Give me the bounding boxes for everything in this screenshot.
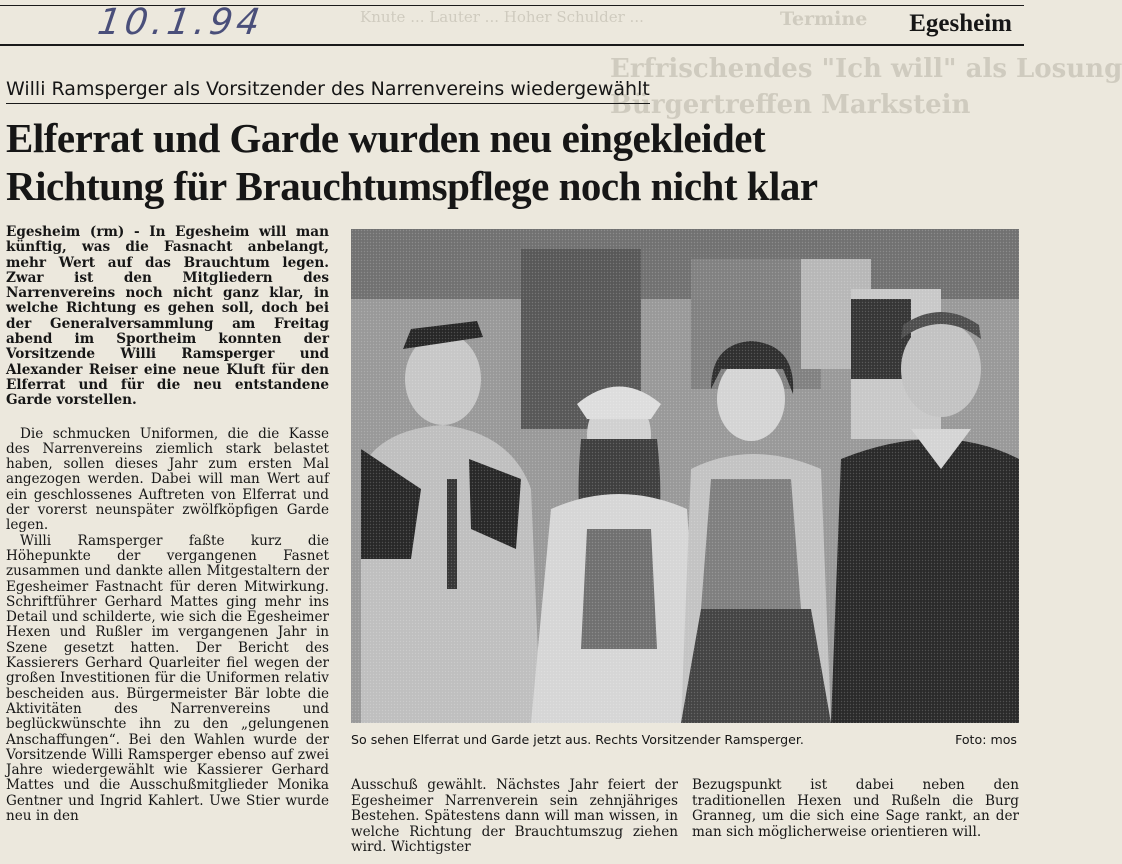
article-column-left bbox=[6, 225, 329, 824]
article-column-right: Bezugspunkt ist dabei neben den traditionellen Hexen und Rußeln die Burg Granneg, um die sich eine Sage rankt, an der man sich möglicherweise orientieren will. bbox=[692, 777, 1019, 840]
article-kicker: Willi Ramsperger als Vorsitzender des Narrenvereins wiedergewählt bbox=[6, 78, 650, 104]
body-paragraph-2: Willi Ramsperger faßte kurz die Höhepunkte der vergangenen Fasnet zusammen und dankte allen Mitgestaltern der Egesheimer Fastnacht für deren Mitwirkung. Schriftführer Gerhard Mattes ging mehr ins Detail und schilderte, wie sich die Egesheimer Hexen und Rußler im vergangenen Jahr in Szene gesetzt hatten. Der Bericht des Kassierers Gerhard Quarleiter fiel wegen der großen Investitionen für die Uniformen relativ bescheiden aus. Bürgermeister Bär lobte die Aktivitäten des Narrenvereins und beglückwünschte ihn zu den „gelungenen Anschaffungen“. Bei den Wahlen wurde der Vorsitzende Willi Ramsperger ebenso auf zwei Jahre wiedergewählt wie Kassierer Gerhard Mattes und die Ausschußmitglieder Monika Gentner und Ingrid Kahlert. Uwe Stier wurde neu in den bbox=[6, 532, 329, 824]
top-rule-thick bbox=[0, 44, 1024, 46]
article-column-middle: Ausschuß gewählt. Nächstes Jahr feiert der Egesheimer Narrenverein sein zehnjähriges Bestehen. Spätestens dann will man wissen, in welche Richtung der Brauchtumszug ziehen wird. Wichtigster bbox=[351, 777, 678, 855]
article-headline bbox=[6, 114, 1006, 210]
article-photo bbox=[351, 229, 1019, 723]
lead-paragraph: Egesheim (rm) - In Egesheim will man künftig, was die Fasnacht anbelangt, mehr Wert auf das Brauchtum legen. Zwar ist den Mitgliedern des Narrenvereins noch nicht ganz klar, in welche Richtung es gehen soll, doch bei der Generalversammlung am Freitag abend im Sportheim konnten der Vorsitzende Willi Ramsperger und Alexander Reiser eine neue Kluft für den Elferrat und für die neu entstandene Garde vorstellen. bbox=[6, 224, 329, 409]
handwritten-date: 10.1.94 bbox=[95, 2, 267, 43]
headline-line-1: Elferrat und Garde wurden neu eingekleidet bbox=[6, 115, 766, 161]
section-label: Egesheim bbox=[909, 10, 1012, 37]
bleed-right-line3: Bürgertreffen Markstein bbox=[610, 90, 971, 120]
bleed-top-strip: Knute ... Lauter ... Hoher Schulder ... bbox=[360, 8, 644, 26]
photo-illustration bbox=[351, 229, 1019, 723]
bleed-right-line1: Termine bbox=[780, 8, 868, 30]
headline-line-2: Richtung für Brauchtumspflege noch nicht klar bbox=[6, 163, 818, 209]
photo-caption-row bbox=[351, 732, 1019, 747]
bleed-right-line2: Erfrischendes "Ich will" als Losung bbox=[610, 54, 1122, 84]
body-paragraph-1: Die schmucken Uniformen, die die Kasse des Narrenvereins ziemlich stark belastet haben, sollen dieses Jahr zum ersten Mal angezogen werden. Dabei will man Wert auf ein geschlossenes Auftreten von Elferrat und der vorerst neunspäter zwölfköpfigen Garde legen. bbox=[6, 425, 329, 534]
photo-credit: Foto: mos bbox=[955, 732, 1017, 747]
photo-caption: So sehen Elferrat und Garde jetzt aus. Rechts Vorsitzender Ramsperger. bbox=[351, 732, 804, 747]
